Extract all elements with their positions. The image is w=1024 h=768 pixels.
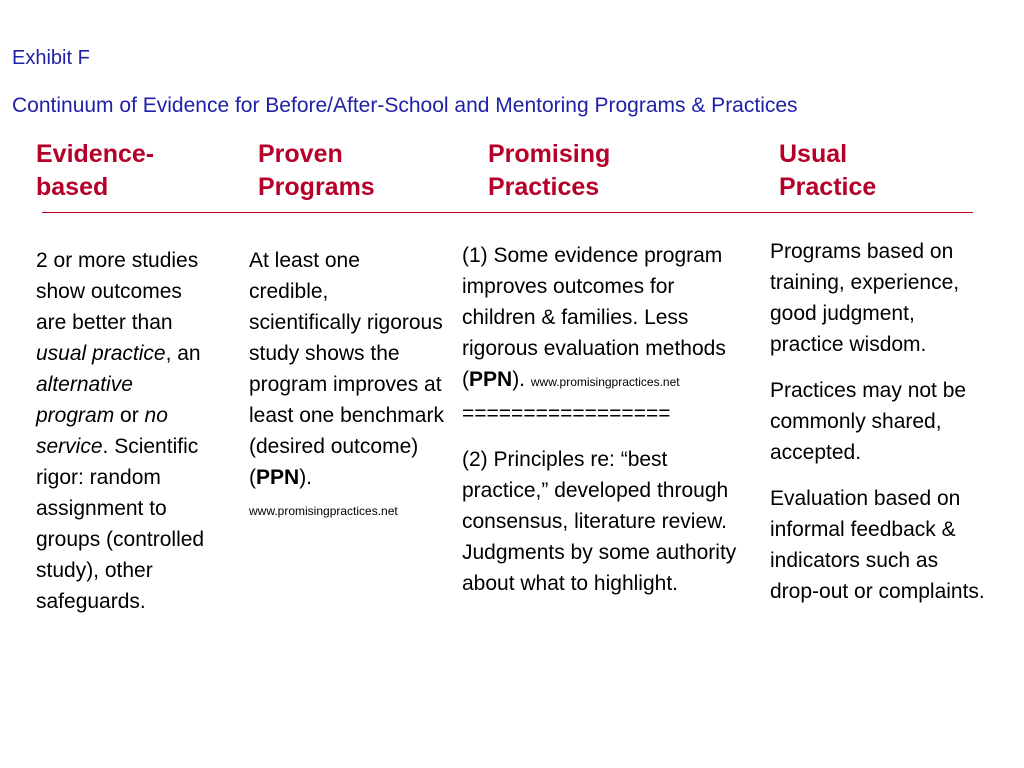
column-heading-line: Promising xyxy=(488,140,611,168)
text-run: ). xyxy=(512,368,531,391)
text-run: (1) Some evidence program improves outcomes for children & families. Less rigorous evaluation methods ( xyxy=(462,244,726,391)
column-heading-line: Practices xyxy=(488,173,600,201)
ppn-abbreviation: PPN xyxy=(256,466,300,489)
column-promising-practices-text xyxy=(462,240,747,614)
page-subtitle: Continuum of Evidence for Before/After-School and Mentoring Programs & Practices xyxy=(12,94,798,117)
paragraph: (2) Principles re: “best practice,” developed through consensus, literature review. Judgments by some authority about what to highlight. xyxy=(462,448,737,595)
column-heading-line: Usual xyxy=(779,140,848,168)
header-divider xyxy=(42,212,973,213)
paragraph: Practices may not be commonly shared, accepted. xyxy=(770,379,967,464)
paragraph: Programs based on training, experience, good judgment, practice wisdom. xyxy=(770,240,960,356)
italic-term-usual-practice: usual practice xyxy=(36,342,166,365)
column-heading-usual-practice xyxy=(779,138,876,204)
exhibit-label: Exhibit F xyxy=(12,47,90,69)
column-heading-proven-programs xyxy=(258,138,375,204)
column-heading-line: Evidence- xyxy=(36,140,155,168)
column-heading-line: Practice xyxy=(779,173,877,201)
text-run: . Scientific rigor: random assignment to groups (controlled study), other safeguards. xyxy=(36,435,205,613)
column-heading-promising-practices xyxy=(488,138,610,204)
promising-practices-link[interactable]: www.promisingpractices.net xyxy=(249,504,398,518)
column-usual-practice-text xyxy=(770,236,985,622)
column-proven-programs-text xyxy=(249,245,444,527)
ppn-abbreviation: PPN xyxy=(469,368,513,391)
separator-line: ================= xyxy=(462,402,671,425)
column-evidence-based-text xyxy=(36,245,216,617)
column-heading-line: Proven xyxy=(258,140,343,168)
text-run: 2 or more studies show outcomes are better than xyxy=(36,249,199,334)
promising-practices-link[interactable]: www.promisingpractices.net xyxy=(530,375,680,389)
paragraph xyxy=(462,240,747,398)
text-run: , an xyxy=(165,342,201,365)
italic-term-alternative-program: alternative program xyxy=(36,373,133,427)
italic-term-no-service: no service xyxy=(36,404,168,458)
column-heading-line: Programs xyxy=(258,173,375,201)
column-heading-evidence-based xyxy=(36,138,154,204)
column-heading-line: based xyxy=(36,173,109,201)
paragraph: Evaluation based on informal feedback & indicators such as drop-out or complaints. xyxy=(770,487,985,603)
text-run: or xyxy=(114,404,145,427)
text-run: ). xyxy=(299,466,313,489)
text-run: At least one credible, scientifically rigorous study shows the program improves at least one benchmark (desired outcome) ( xyxy=(249,249,444,489)
